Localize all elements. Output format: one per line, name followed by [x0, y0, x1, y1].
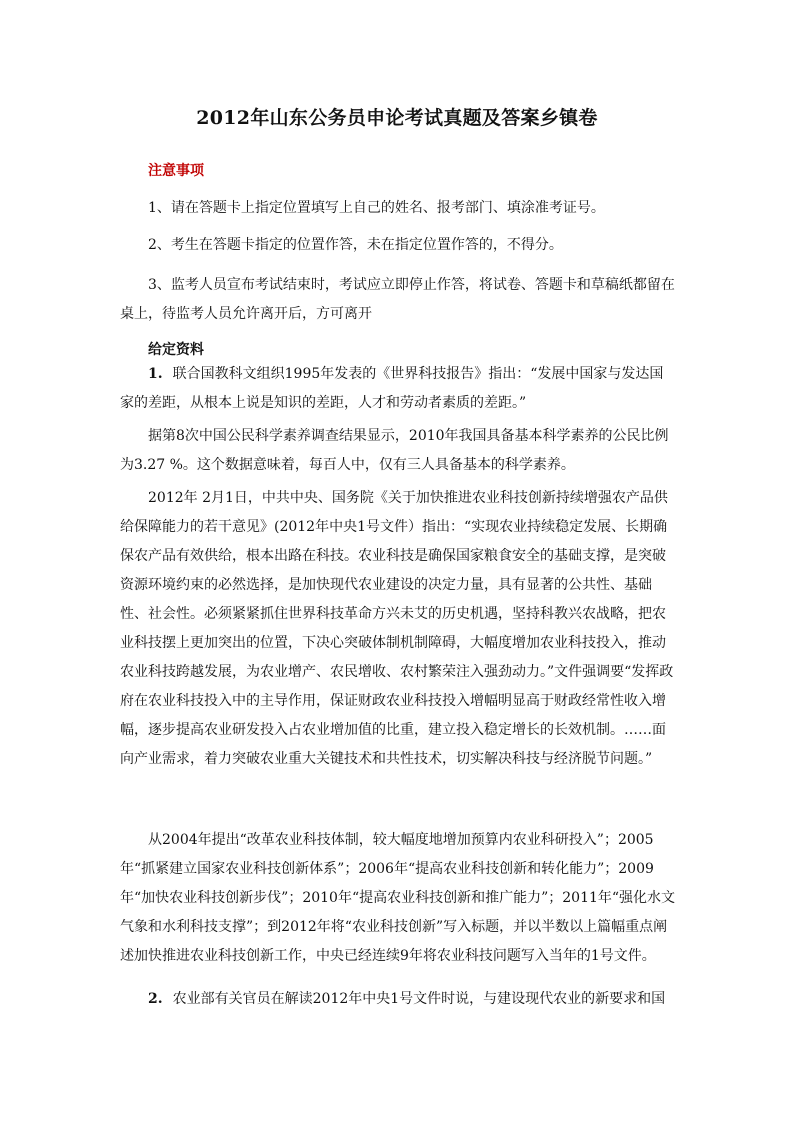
material-1-number: 1. [148, 366, 163, 382]
notice-item-2: 2、考生在答题卡指定的位置作答，未在指定位置作答的，不得分。 [148, 237, 563, 253]
paragraph-2: 据第8次中国公民科学素养调查结果显示，2010年我国具备基本科学素养的公民比例为3.27 %。这个数据意味着，每百人中，仅有三人具备基本的科学素养。 [120, 428, 669, 473]
paragraph-4: 从2004年提出“改革农业科技体制，较大幅度地增加预算内农业科研投入”；2005年“抓紧建立国家农业科技创新体系”；2006年“提高农业科技创新和转化能力”；2009年“加快农业科技创新步伐”；2010年“提高农业科技创新和推广能力”；2011年“强化水文气象和水利科技支撑”；到2012年将“农业科技创新”写入标题，并以半数以上篇幅重点阐述加快推进农业科技创新工作，中央已经连续9年将农业科技问题写入当年的1号文件。 [120, 832, 676, 964]
material-1-text: 联合国教科文组织1995年发表的《世界科技报告》指出：“发展中国家与发达国家的差距，从根本上说是知识的差距，人才和劳动者素质的差距。” [120, 366, 664, 411]
material-1 [120, 360, 676, 418]
materials-heading: 给定资料 [148, 342, 204, 358]
material-2 [120, 985, 676, 1014]
notice-item-1: 1、请在答题卡上指定位置填写上自己的姓名、报考部门、填涂准考证号。 [148, 200, 605, 216]
notice-item-3: 3、监考人员宣布考试结束时，考试应立即停止作答，将试卷、答题卡和草稿纸都留在桌上，待监考人员允许离开后，方可离开 [120, 277, 675, 322]
page-title: 2012年山东公务员申论考试真题及答案乡镇卷 [196, 107, 598, 129]
paragraph-3: 2012年 2月1日，中共中央、国务院《关于加快推进农业科技创新持续增强农产品供给保障能力的若干意见》(2012年中央1号文件）指出：“实现农业持续稳定发展、长期确保农产品有效供给，根本出路在科技。农业科技是确保国家粮食安全的基础支撑，是突破资源环境约束的必然选择，是加快现代农业建设的决定力量，具有显著的公共性、基础性、社会性。必须紧紧抓住世界科技革命方兴未艾的历史机遇，坚持科教兴农战略，把农业科技摆上更加突出的位置，下决心突破体制机制障碍，大幅度增加农业科技投入，推动农业科技跨越发展，为农业增产、农民增收、农村繁荣注入强劲动力。”文件强调要“发挥政府在农业科技投入中的主导作用，保证财政农业科技投入增幅明显高于财政经常性收入增幅，逐步提高农业研发投入占农业增加值的比重，建立投入稳定增长的长效机制。……面向产业需求，着力突破农业重大关键技术和共性技术，切实解决科技与经济脱节问题。” [120, 490, 674, 767]
material-2-text: 农业部有关官员在解读2012年中央1号文件时说，与建设现代农业的新要求和国 [172, 991, 666, 1007]
notice-heading: 注意事项 [148, 163, 204, 179]
material-2-number: 2. [148, 991, 163, 1007]
